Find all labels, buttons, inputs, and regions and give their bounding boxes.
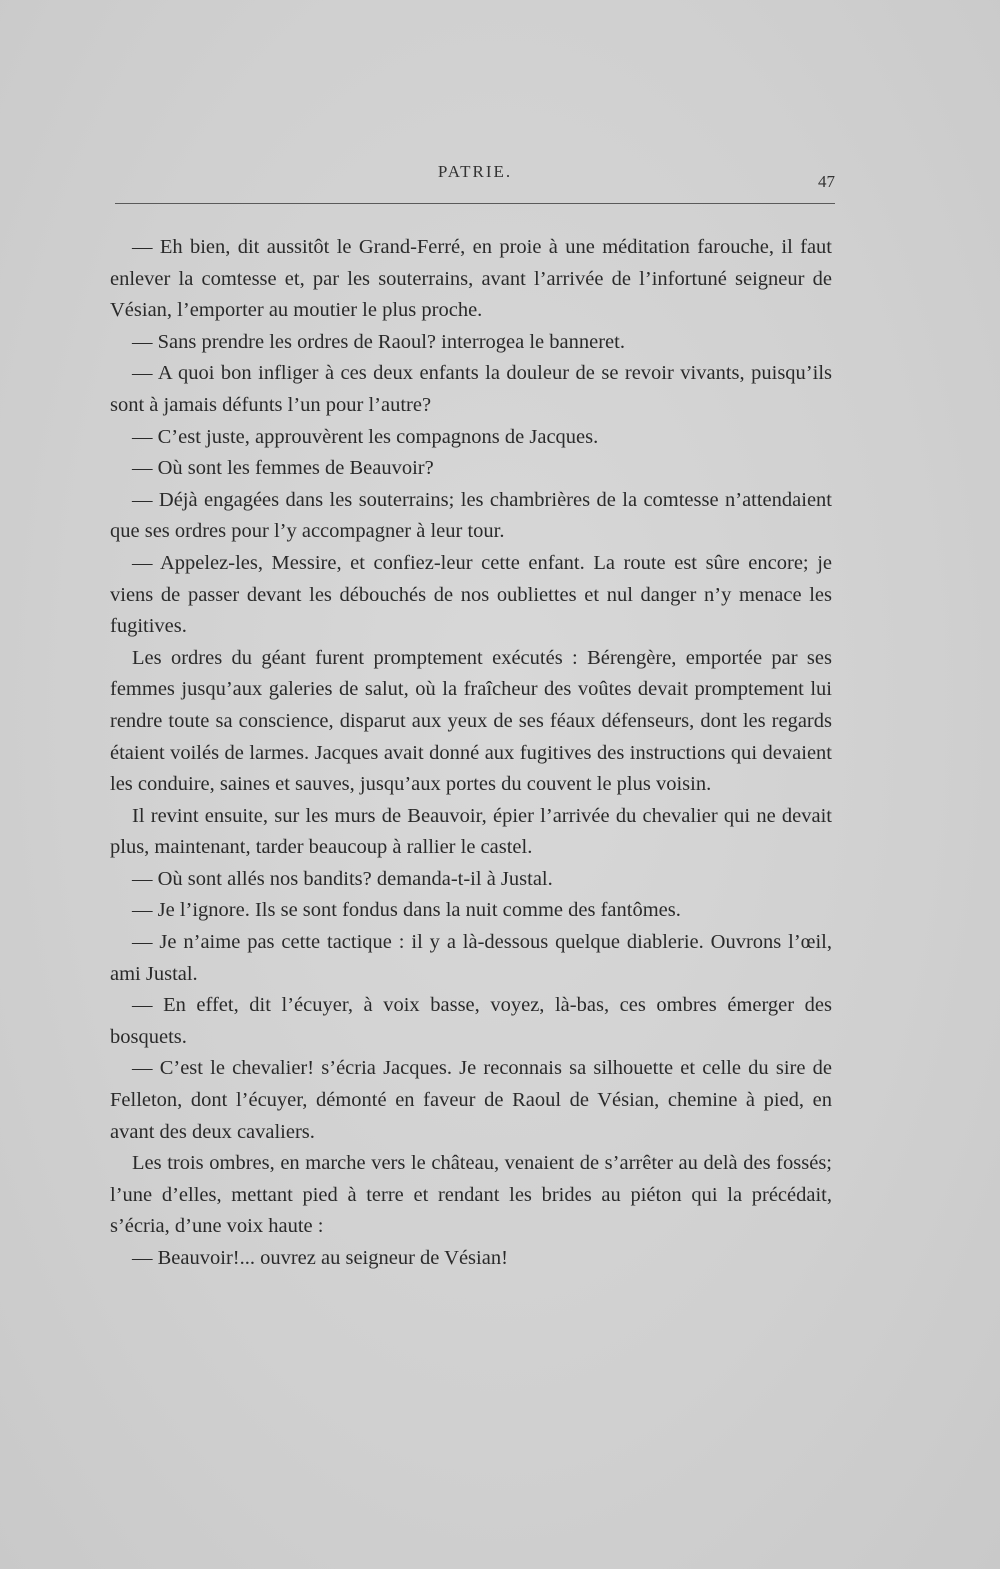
paragraph: Les ordres du géant furent promptement exécutés : Bérengère, emportée par ses femmes jusqu’aux galeries de salut, où la fraîcheur des voûtes devait promptement lui rendre toute sa conscience, disparut aux yeux de ses féaux défenseurs, dont les regards étaient voilés de larmes. Jacques avait donné aux fugitives des instructions qui devaient les conduire, saines et sauves, jusqu’aux portes du couvent le plus voisin. [110, 646, 832, 796]
paragraph: — C’est le chevalier! s’écria Jacques. Je reconnais sa silhouette et celle du sire de Felleton, dont l’écuyer, démonté en faveur de Raoul de Vésian, chemine à pied, en avant des deux cavaliers. [110, 1057, 832, 1143]
paragraph: Les trois ombres, en marche vers le château, venaient de s’arrêter au delà des fossés; l’une d’elles, mettant pied à terre et rendant les brides au piéton qui la précédait, s’écria, d’une voix haute : [110, 1152, 832, 1238]
paragraph: — Je l’ignore. Ils se sont fondus dans la nuit comme des fantômes. [132, 899, 681, 922]
paragraph: Il revint ensuite, sur les murs de Beauvoir, épier l’arrivée du chevalier qui ne devait plus, maintenant, tarder beaucoup à rallier le castel. [110, 804, 832, 859]
paragraph: — Où sont allés nos bandits? demanda-t-il à Justal. [132, 867, 553, 890]
paragraph: — Beauvoir!... ouvrez au seigneur de Vésian! [132, 1247, 508, 1269]
paragraph: — A quoi bon infliger à ces deux enfants la douleur de se revoir vivants, puisqu’ils sont à jamais défunts l’un pour l’autre? [110, 362, 832, 416]
body-text [110, 232, 832, 1275]
running-title: PATRIE. [437, 162, 513, 181]
paragraph: — Eh bien, dit aussitôt le Grand-Ferré, en proie à une méditation farouche, il faut enlever la comtesse et, par les souterrains, avant l’arrivée de l’infortuné seigneur de Vésian, l’emporter au moutier le plus proche. [110, 236, 832, 322]
page-header [115, 160, 835, 190]
paragraph: — Appelez-les, Messire, et confiez-leur cette enfant. La route est sûre encore; je viens de passer devant les débouchés de nos oubliettes et nul danger n’y menace les fugitives. [110, 551, 832, 638]
paragraph: — En effet, dit l’écuyer, à voix basse, voyez, là-bas, ces ombres émerger des bosquets. [110, 994, 832, 1048]
paragraph: — Sans prendre les ordres de Raoul? interrogea le banneret. [132, 330, 625, 353]
paragraph: — Je n’aime pas cette tactique : il y a là-dessous quelque diablerie. Ouvrons l’œil, ami Justal. [110, 931, 832, 985]
paragraph: — Déjà engagées dans les souterrains; les chambrières de la comtesse n’attendaient que ses ordres pour l’y accompagner à leur tour. [110, 488, 832, 543]
header-rule [115, 203, 835, 204]
paragraph: — C’est juste, approuvèrent les compagnons de Jacques. [132, 425, 599, 448]
paragraph: — Où sont les femmes de Beauvoir? [132, 457, 434, 480]
page-number: 47 [818, 172, 835, 191]
